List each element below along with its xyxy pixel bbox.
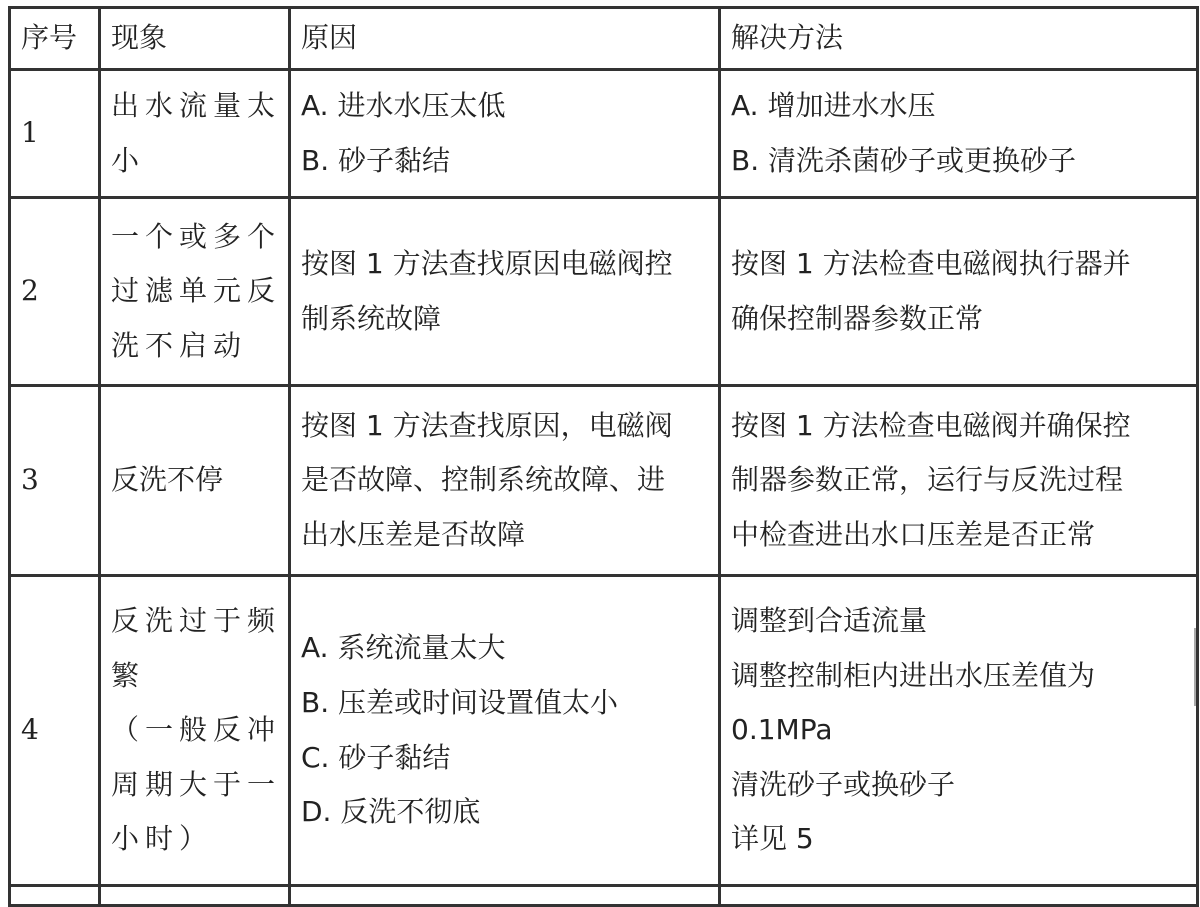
empty-cell xyxy=(100,886,290,906)
header-row xyxy=(10,8,1198,70)
cause-line: 按图 1 方法查找原因，电磁阀 xyxy=(301,408,673,442)
phenomenon-line: 洗不启动 xyxy=(111,328,248,362)
table-row xyxy=(10,386,1198,576)
table-row-partial xyxy=(10,886,1198,906)
phenomenon-line: 过滤单元反 xyxy=(111,274,282,308)
empty-cell xyxy=(290,886,720,906)
solution-line: 清洗砂子或换砂子 xyxy=(731,767,956,801)
header-cell-no: 序号 xyxy=(10,8,100,70)
solution-line: B. 清洗杀菌砂子或更换砂子 xyxy=(731,143,1077,177)
cause-cell xyxy=(290,198,720,386)
solution-cell xyxy=(720,386,1198,576)
phenomenon-line: 反洗过于频 xyxy=(111,604,282,638)
cause-line: 制系统故障 xyxy=(301,301,442,335)
empty-cell xyxy=(10,886,100,906)
row-number: 3 xyxy=(10,386,100,576)
header-cell-cause: 原因 xyxy=(290,8,720,70)
header-cell-solution: 解决方法 xyxy=(720,8,1198,70)
phenomenon-cell xyxy=(100,70,290,198)
row-number: 4 xyxy=(10,576,100,886)
header-cell-phenomenon: 现象 xyxy=(100,8,290,70)
solution-line: 调整控制柜内进出水压差值为 xyxy=(731,658,1096,692)
page-edge-mark xyxy=(1194,628,1200,706)
cause-line: 是否故障、控制系统故障、进 xyxy=(301,463,666,497)
solution-cell xyxy=(720,70,1198,198)
solution-line: 按图 1 方法检查电磁阀并确保控 xyxy=(731,408,1131,442)
cause-line: 出水压差是否故障 xyxy=(301,517,526,551)
phenomenon-cell xyxy=(100,576,290,886)
troubleshooting-table xyxy=(8,6,1199,907)
solution-line: A. 增加进水水压 xyxy=(731,88,936,122)
table-row xyxy=(10,576,1198,886)
solution-line: 按图 1 方法检查电磁阀执行器并 xyxy=(731,246,1131,280)
phenomenon-line: 反洗不停 xyxy=(111,463,224,497)
table-row xyxy=(10,198,1198,386)
phenomenon-line: （一般反冲 xyxy=(111,713,282,747)
cause-line: A. 进水水压太低 xyxy=(301,88,506,122)
table-row xyxy=(10,70,1198,198)
cause-line: B. 砂子黏结 xyxy=(301,143,451,177)
phenomenon-line: 小 xyxy=(111,143,146,177)
phenomenon-line: 一个或多个 xyxy=(111,219,282,253)
cause-line: D. 反洗不彻底 xyxy=(301,795,481,829)
empty-cell xyxy=(720,886,1198,906)
cause-line: 按图 1 方法查找原因电磁阀控 xyxy=(301,246,673,280)
solution-cell xyxy=(720,576,1198,886)
solution-cell xyxy=(720,198,1198,386)
phenomenon-line: 周期大于一 xyxy=(111,767,282,801)
row-number: 2 xyxy=(10,198,100,386)
cause-line: B. 压差或时间设置值太小 xyxy=(301,685,619,719)
phenomenon-cell xyxy=(100,198,290,386)
phenomenon-line: 出水流量太 xyxy=(111,88,282,122)
solution-line: 0.1MPa xyxy=(731,713,833,747)
solution-line: 中检查进出水口压差是否正常 xyxy=(731,517,1096,551)
cause-cell xyxy=(290,70,720,198)
solution-line: 调整到合适流量 xyxy=(731,604,928,638)
phenomenon-cell xyxy=(100,386,290,576)
cause-cell xyxy=(290,386,720,576)
phenomenon-line: 小时） xyxy=(111,822,214,856)
solution-line: 确保控制器参数正常 xyxy=(731,301,984,335)
cause-line: A. 系统流量太大 xyxy=(301,631,506,665)
row-number: 1 xyxy=(10,70,100,198)
solution-line: 制器参数正常，运行与反洗过程 xyxy=(731,463,1124,497)
phenomenon-line: 繁 xyxy=(111,658,146,692)
cause-cell xyxy=(290,576,720,886)
cause-line: C. 砂子黏结 xyxy=(301,740,451,774)
solution-line: 详见 5 xyxy=(731,822,814,856)
